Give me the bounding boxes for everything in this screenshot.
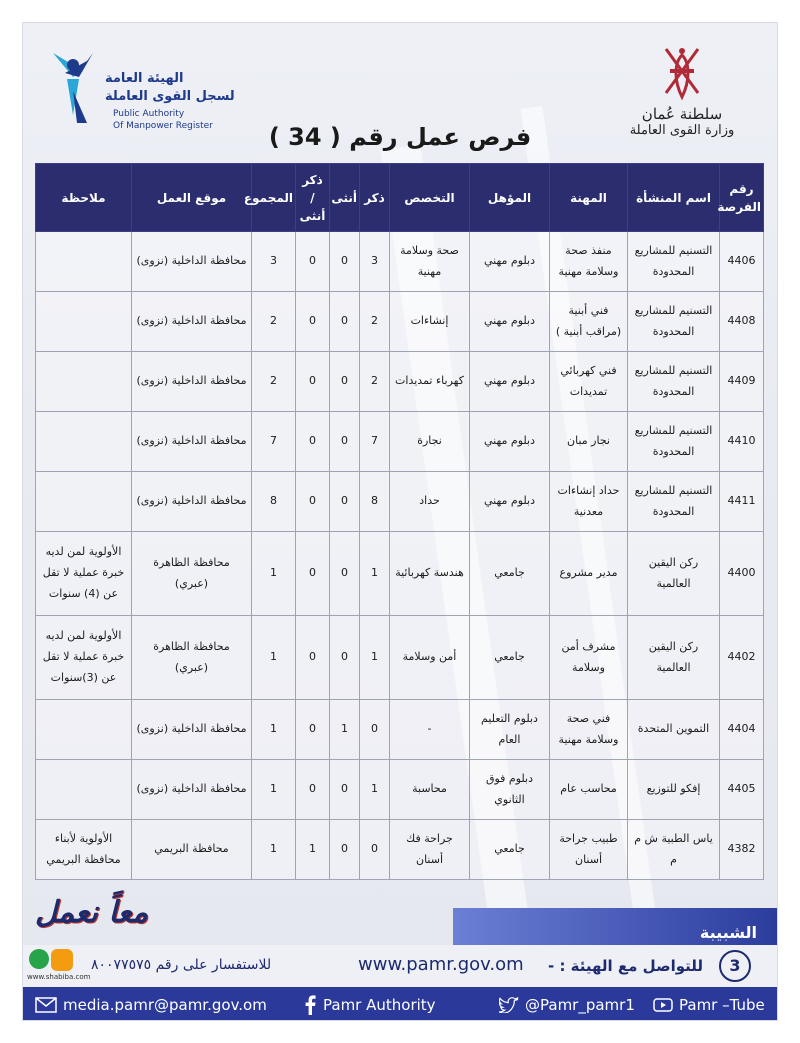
- cell-profession: مشرف أمن وسلامة: [550, 616, 628, 700]
- cell-qualification: جامعي: [470, 532, 550, 616]
- contact-bar: [23, 945, 778, 987]
- cell-location: محافظة الداخلية (نزوى): [132, 352, 252, 412]
- cell-total: 8: [252, 472, 296, 532]
- cell-male-or-female: 1: [296, 820, 330, 880]
- cell-qualification: دبلوم مهني: [470, 352, 550, 412]
- cell-company: التسنيم للمشاريع المحدودة: [628, 412, 720, 472]
- cell-male: 0: [360, 700, 390, 760]
- cell-total: 1: [252, 532, 296, 616]
- cell-male-or-female: 0: [296, 472, 330, 532]
- page-title: فرص عمل رقم ( 34 ): [268, 123, 532, 151]
- cell-female: 0: [330, 352, 360, 412]
- cell-male-or-female: 0: [296, 760, 330, 820]
- cell-male: 1: [360, 760, 390, 820]
- job-opportunities-page: [22, 22, 778, 1021]
- cell-opportunity-no: 4411: [720, 472, 764, 532]
- email-icon: [35, 997, 57, 1013]
- twitter-link[interactable]: [499, 994, 635, 1016]
- cell-profession: طبيب جراحة أسنان: [550, 820, 628, 880]
- cell-total: 1: [252, 616, 296, 700]
- cell-female: 0: [330, 472, 360, 532]
- cell-qualification: دبلوم مهني: [470, 412, 550, 472]
- table-row: [36, 352, 764, 412]
- cell-profession: فني أبنية (مراقب أبنية ): [550, 292, 628, 352]
- cell-specialization: إنشاءات: [390, 292, 470, 352]
- cell-profession: فني صحة وسلامة مهنية: [550, 700, 628, 760]
- cell-notes: [36, 352, 132, 412]
- cell-notes: [36, 232, 132, 292]
- facebook-link[interactable]: [303, 994, 436, 1016]
- contact-label: للتواصل مع الهيئة : -: [548, 957, 703, 975]
- twitter-text: @Pamr_pamr1: [525, 996, 635, 1014]
- cell-qualification: جامعي: [470, 820, 550, 880]
- cell-company: التسنيم للمشاريع المحدودة: [628, 232, 720, 292]
- cell-opportunity-no: 4410: [720, 412, 764, 472]
- slogan-logo: معاً نعمل: [35, 895, 149, 930]
- email-link[interactable]: [35, 994, 267, 1016]
- ministry-line1: سلطنة عُمان: [641, 105, 723, 123]
- table-row: [36, 472, 764, 532]
- cell-opportunity-no: 4382: [720, 820, 764, 880]
- header-notes: ملاحظة: [36, 164, 132, 232]
- partner-url: www.shabiba.com: [27, 973, 91, 981]
- cell-notes: الأولوية لأبناء محافظة البريمي: [36, 820, 132, 880]
- authority-arabic-line1: الهيئة العامة: [105, 71, 184, 86]
- partner-logo-orange-icon: [51, 949, 73, 971]
- cell-male: 3: [360, 232, 390, 292]
- jobs-table: [35, 163, 764, 880]
- cell-location: محافظة الداخلية (نزوى): [132, 232, 252, 292]
- table-row: [36, 616, 764, 700]
- table-row: [36, 412, 764, 472]
- cell-opportunity-no: 4405: [720, 760, 764, 820]
- page-number: 3: [719, 950, 751, 982]
- cell-male-or-female: 0: [296, 232, 330, 292]
- cell-opportunity-no: 4408: [720, 292, 764, 352]
- cell-location: محافظة الداخلية (نزوى): [132, 412, 252, 472]
- cell-specialization: حداد: [390, 472, 470, 532]
- cell-specialization: جراحة فك أسنان: [390, 820, 470, 880]
- header-total: المجموع: [252, 164, 296, 232]
- cell-location: محافظة الداخلية (نزوى): [132, 472, 252, 532]
- cell-notes: [36, 700, 132, 760]
- cell-total: 1: [252, 820, 296, 880]
- cell-male-or-female: 0: [296, 616, 330, 700]
- cell-female: 0: [330, 616, 360, 700]
- cell-profession: منفذ صحة وسلامة مهنية: [550, 232, 628, 292]
- cell-total: 2: [252, 292, 296, 352]
- facebook-text: Pamr Authority: [323, 996, 436, 1014]
- partner-logos: [27, 947, 91, 985]
- cell-total: 2: [252, 352, 296, 412]
- header-opportunity-no: رقم الفرصة: [720, 164, 764, 232]
- cell-qualification: دبلوم مهني: [470, 292, 550, 352]
- cell-location: محافظة الظاهرة (عبري): [132, 616, 252, 700]
- newspaper-logo: الشبيبة: [699, 923, 757, 942]
- cell-opportunity-no: 4409: [720, 352, 764, 412]
- email-text: media.pamr@pamr.gov.om: [63, 996, 267, 1014]
- cell-specialization: محاسبة: [390, 760, 470, 820]
- cell-female: 1: [330, 700, 360, 760]
- cell-female: 0: [330, 820, 360, 880]
- cell-company: ركن اليقين العالمية: [628, 532, 720, 616]
- header-profession: المهنة: [550, 164, 628, 232]
- authority-arabic-line2: لسجل القوى العاملة: [105, 89, 235, 104]
- cell-female: 0: [330, 532, 360, 616]
- table-row: [36, 532, 764, 616]
- cell-qualification: جامعي: [470, 616, 550, 700]
- cell-specialization: كهرباء تمديدات: [390, 352, 470, 412]
- cell-opportunity-no: 4404: [720, 700, 764, 760]
- facebook-icon: [303, 995, 317, 1015]
- cell-female: 0: [330, 412, 360, 472]
- cell-specialization: نجارة: [390, 412, 470, 472]
- header-company: اسم المنشأة: [628, 164, 720, 232]
- twitter-icon: [499, 997, 519, 1013]
- cell-notes: الأولوية لمن لديه خبرة عملية لا تقل عن (3)سنوات: [36, 616, 132, 700]
- cell-total: 3: [252, 232, 296, 292]
- website-link[interactable]: www.pamr.gov.om: [358, 954, 524, 975]
- cell-notes: [36, 472, 132, 532]
- cell-company: التسنيم للمشاريع المحدودة: [628, 292, 720, 352]
- header-specialization: التخصص: [390, 164, 470, 232]
- cell-male: 2: [360, 292, 390, 352]
- header-male: ذكر: [360, 164, 390, 232]
- cell-qualification: دبلوم مهني: [470, 472, 550, 532]
- social-bar: [23, 987, 778, 1021]
- cell-notes: [36, 292, 132, 352]
- cell-male: 1: [360, 532, 390, 616]
- authority-english-line1: Public Authority: [113, 109, 185, 119]
- cell-location: محافظة الداخلية (نزوى): [132, 760, 252, 820]
- cell-opportunity-no: 4406: [720, 232, 764, 292]
- cell-company: ركن اليقين العالمية: [628, 616, 720, 700]
- cell-specialization: أمن وسلامة: [390, 616, 470, 700]
- cell-company: إفكو للتوزيع: [628, 760, 720, 820]
- cell-notes: [36, 760, 132, 820]
- cell-male: 7: [360, 412, 390, 472]
- cell-location: محافظة البريمي: [132, 820, 252, 880]
- cell-opportunity-no: 4402: [720, 616, 764, 700]
- cell-male-or-female: 0: [296, 532, 330, 616]
- header-location: موقع العمل: [132, 164, 252, 232]
- cell-opportunity-no: 4400: [720, 532, 764, 616]
- youtube-text: Pamr –Tube: [679, 996, 765, 1014]
- cell-male: 1: [360, 616, 390, 700]
- cell-male-or-female: 0: [296, 700, 330, 760]
- cell-specialization: -: [390, 700, 470, 760]
- cell-male-or-female: 0: [296, 412, 330, 472]
- table-row: [36, 760, 764, 820]
- partner-logo-green-icon: [29, 949, 49, 969]
- cell-profession: نجار مبان: [550, 412, 628, 472]
- cell-profession: مدير مشروع: [550, 532, 628, 616]
- cell-male-or-female: 0: [296, 352, 330, 412]
- cell-total: 7: [252, 412, 296, 472]
- table-header-row: [36, 164, 764, 232]
- cell-male: 2: [360, 352, 390, 412]
- header-qualification: المؤهل: [470, 164, 550, 232]
- cell-profession: محاسب عام: [550, 760, 628, 820]
- cell-location: محافظة الداخلية (نزوى): [132, 292, 252, 352]
- cell-female: 0: [330, 760, 360, 820]
- cell-notes: [36, 412, 132, 472]
- cell-notes: الأولوية لمن لديه خبرة عملية لا تقل عن (4) سنوات: [36, 532, 132, 616]
- cell-location: محافظة الظاهرة (عبري): [132, 532, 252, 616]
- cell-company: التسنيم للمشاريع المحدودة: [628, 352, 720, 412]
- cell-female: 0: [330, 232, 360, 292]
- cell-company: التسنيم للمشاريع المحدودة: [628, 472, 720, 532]
- cell-female: 0: [330, 292, 360, 352]
- youtube-icon: [653, 997, 673, 1013]
- cell-qualification: دبلوم مهني: [470, 232, 550, 292]
- header-male-or-female: ذكر / أنثى: [296, 164, 330, 232]
- header-female: أنثى: [330, 164, 360, 232]
- cell-specialization: هندسة كهربائية: [390, 532, 470, 616]
- oman-emblem-icon: [652, 41, 712, 103]
- table-row: [36, 700, 764, 760]
- table-row: [36, 820, 764, 880]
- cell-male-or-female: 0: [296, 292, 330, 352]
- authority-english-line2: Of Manpower Register: [113, 121, 213, 131]
- cell-total: 1: [252, 700, 296, 760]
- cell-qualification: دبلوم التعليم العام: [470, 700, 550, 760]
- cell-profession: حداد إنشاءات معدنية: [550, 472, 628, 532]
- cell-profession: فني كهربائي تمديدات: [550, 352, 628, 412]
- pamr-figure-icon: [43, 43, 103, 133]
- cell-total: 1: [252, 760, 296, 820]
- cell-company: التموين المتحدة: [628, 700, 720, 760]
- table-row: [36, 292, 764, 352]
- cell-company: ياس الطبية ش م م: [628, 820, 720, 880]
- youtube-link[interactable]: [653, 994, 765, 1016]
- table-row: [36, 232, 764, 292]
- ministry-line2: وزارة القوى العاملة: [629, 123, 735, 138]
- cell-specialization: صحة وسلامة مهنية: [390, 232, 470, 292]
- cell-male: 8: [360, 472, 390, 532]
- cell-location: محافظة الداخلية (نزوى): [132, 700, 252, 760]
- inquiry-phone: للاستفسار على رقم ٨٠٠٧٧٥٧٥: [91, 957, 272, 973]
- cell-qualification: دبلوم فوق الثانوي: [470, 760, 550, 820]
- cell-male: 0: [360, 820, 390, 880]
